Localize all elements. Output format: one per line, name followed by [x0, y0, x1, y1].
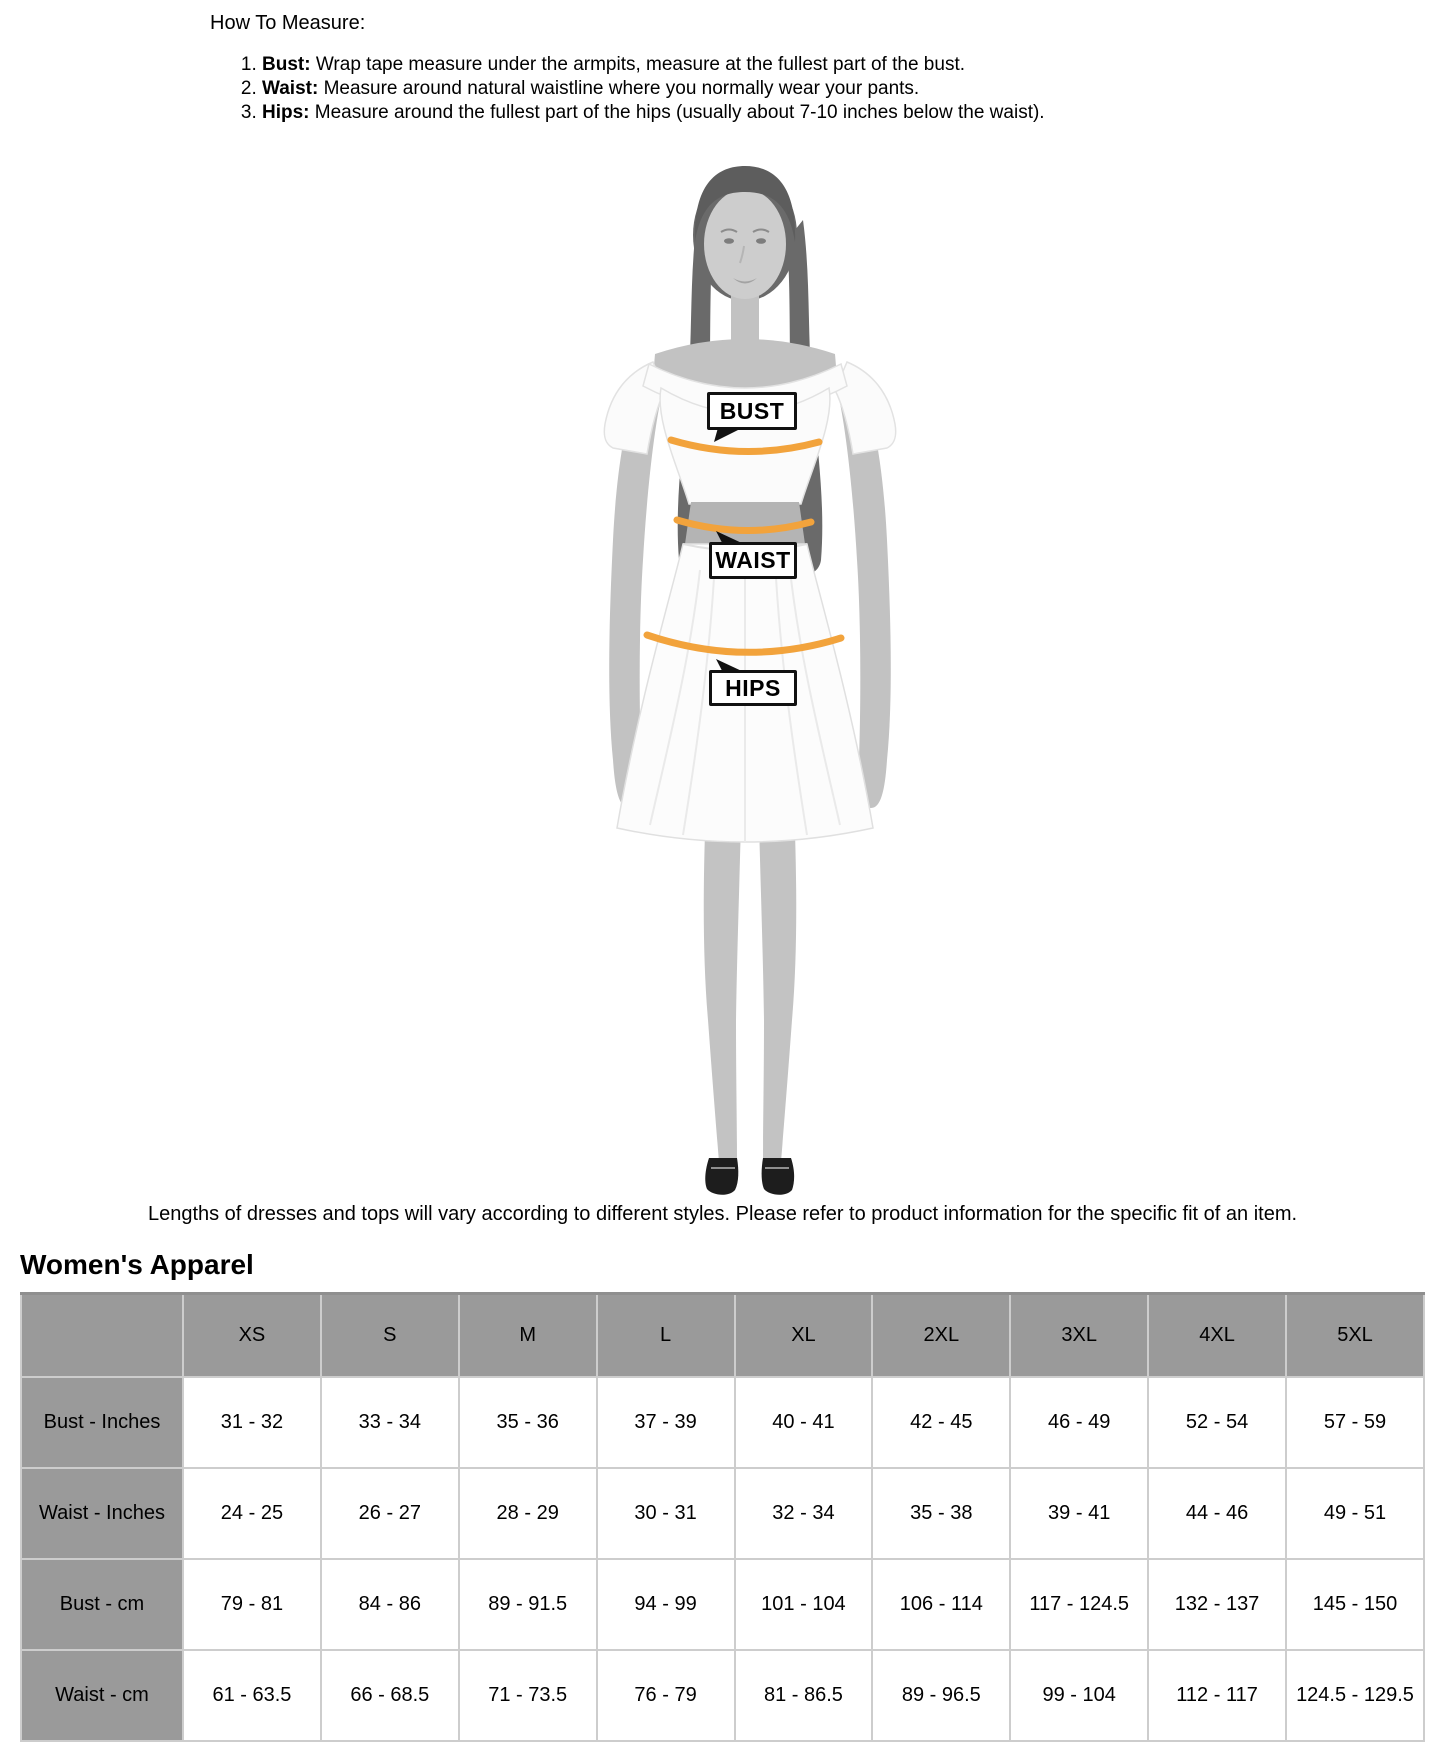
- size-value-cell: 81 - 86.5: [735, 1650, 873, 1741]
- size-table-row: [21, 1559, 1424, 1650]
- size-value-cell: 117 - 124.5: [1010, 1559, 1148, 1650]
- row-label: Waist - Inches: [21, 1468, 183, 1559]
- size-value-cell: 124.5 - 129.5: [1286, 1650, 1424, 1741]
- size-value-cell: 112 - 117: [1148, 1650, 1286, 1741]
- section-title: Women's Apparel: [20, 1249, 254, 1280]
- size-table-row: [21, 1377, 1424, 1468]
- how-to-measure-title: How To Measure:: [210, 12, 366, 34]
- fit-note: Lengths of dresses and tops will vary according to different styles. Please refer to product information for the specific fit of an item.: [147, 1203, 1298, 1225]
- hips-label-text: HIPS: [725, 674, 781, 701]
- size-column-header: XS: [183, 1294, 321, 1377]
- size-table-body: [21, 1377, 1424, 1741]
- measure-instructions-list: [210, 53, 1045, 125]
- corner-cell: [21, 1294, 183, 1377]
- size-value-cell: 39 - 41: [1010, 1468, 1148, 1559]
- size-value-cell: 89 - 96.5: [872, 1650, 1010, 1741]
- size-value-cell: 33 - 34: [321, 1377, 459, 1468]
- size-value-cell: 35 - 38: [872, 1468, 1010, 1559]
- size-value-cell: 84 - 86: [321, 1559, 459, 1650]
- size-value-cell: 31 - 32: [183, 1377, 321, 1468]
- size-value-cell: 46 - 49: [1010, 1377, 1148, 1468]
- size-value-cell: 26 - 27: [321, 1468, 459, 1559]
- size-value-cell: 106 - 114: [872, 1559, 1010, 1650]
- size-table-row: [21, 1650, 1424, 1741]
- size-value-cell: 94 - 99: [597, 1559, 735, 1650]
- waist-label-text: WAIST: [715, 547, 791, 573]
- size-column-header: 4XL: [1148, 1294, 1286, 1377]
- waist-label: [709, 542, 797, 579]
- size-value-cell: 35 - 36: [459, 1377, 597, 1468]
- bust-label-text: BUST: [719, 397, 785, 424]
- size-value-cell: 52 - 54: [1148, 1377, 1286, 1468]
- size-header-row: [21, 1294, 1424, 1377]
- size-value-cell: 145 - 150: [1286, 1559, 1424, 1650]
- hips-label: [709, 670, 797, 706]
- size-value-cell: 71 - 73.5: [459, 1650, 597, 1741]
- size-value-cell: 132 - 137: [1148, 1559, 1286, 1650]
- size-value-cell: 42 - 45: [872, 1377, 1010, 1468]
- size-value-cell: 49 - 51: [1286, 1468, 1424, 1559]
- size-value-cell: 32 - 34: [735, 1468, 873, 1559]
- bust-label: [707, 392, 797, 430]
- model-face: [704, 189, 786, 299]
- instruction-item: 1. Bust: Wrap tape measure under the armpits, measure at the fullest part of the bust.: [262, 53, 1045, 77]
- instruction-term: Waist:: [262, 78, 319, 99]
- size-value-cell: 101 - 104: [735, 1559, 873, 1650]
- size-value-cell: 79 - 81: [183, 1559, 321, 1650]
- model-shoes: [705, 1158, 794, 1195]
- size-value-cell: 66 - 68.5: [321, 1650, 459, 1741]
- measurement-figure: [555, 140, 945, 1200]
- size-column-header: 3XL: [1010, 1294, 1148, 1377]
- instruction-term: Hips:: [262, 102, 310, 123]
- instruction-item: 3. Hips: Measure around the fullest part of the hips (usually about 7-10 inches below the waist).: [262, 101, 1045, 125]
- size-value-cell: 37 - 39: [597, 1377, 735, 1468]
- row-label: Bust - cm: [21, 1559, 183, 1650]
- size-value-cell: 89 - 91.5: [459, 1559, 597, 1650]
- size-value-cell: 40 - 41: [735, 1377, 873, 1468]
- row-label: Bust - Inches: [21, 1377, 183, 1468]
- size-value-cell: 76 - 79: [597, 1650, 735, 1741]
- size-value-cell: 57 - 59: [1286, 1377, 1424, 1468]
- size-column-header: 5XL: [1286, 1294, 1424, 1377]
- instruction-item: 2. Waist: Measure around natural waistline where you normally wear your pants.: [262, 77, 1045, 101]
- size-column-header: 2XL: [872, 1294, 1010, 1377]
- size-chart-table: [20, 1292, 1425, 1742]
- size-column-header: S: [321, 1294, 459, 1377]
- instruction-term: Bust:: [262, 54, 311, 75]
- size-value-cell: 44 - 46: [1148, 1468, 1286, 1559]
- size-column-header: L: [597, 1294, 735, 1377]
- size-column-header: M: [459, 1294, 597, 1377]
- size-column-header: XL: [735, 1294, 873, 1377]
- size-value-cell: 24 - 25: [183, 1468, 321, 1559]
- size-value-cell: 28 - 29: [459, 1468, 597, 1559]
- size-table-row: [21, 1468, 1424, 1559]
- size-value-cell: 30 - 31: [597, 1468, 735, 1559]
- size-value-cell: 99 - 104: [1010, 1650, 1148, 1741]
- row-label: Waist - cm: [21, 1650, 183, 1741]
- size-value-cell: 61 - 63.5: [183, 1650, 321, 1741]
